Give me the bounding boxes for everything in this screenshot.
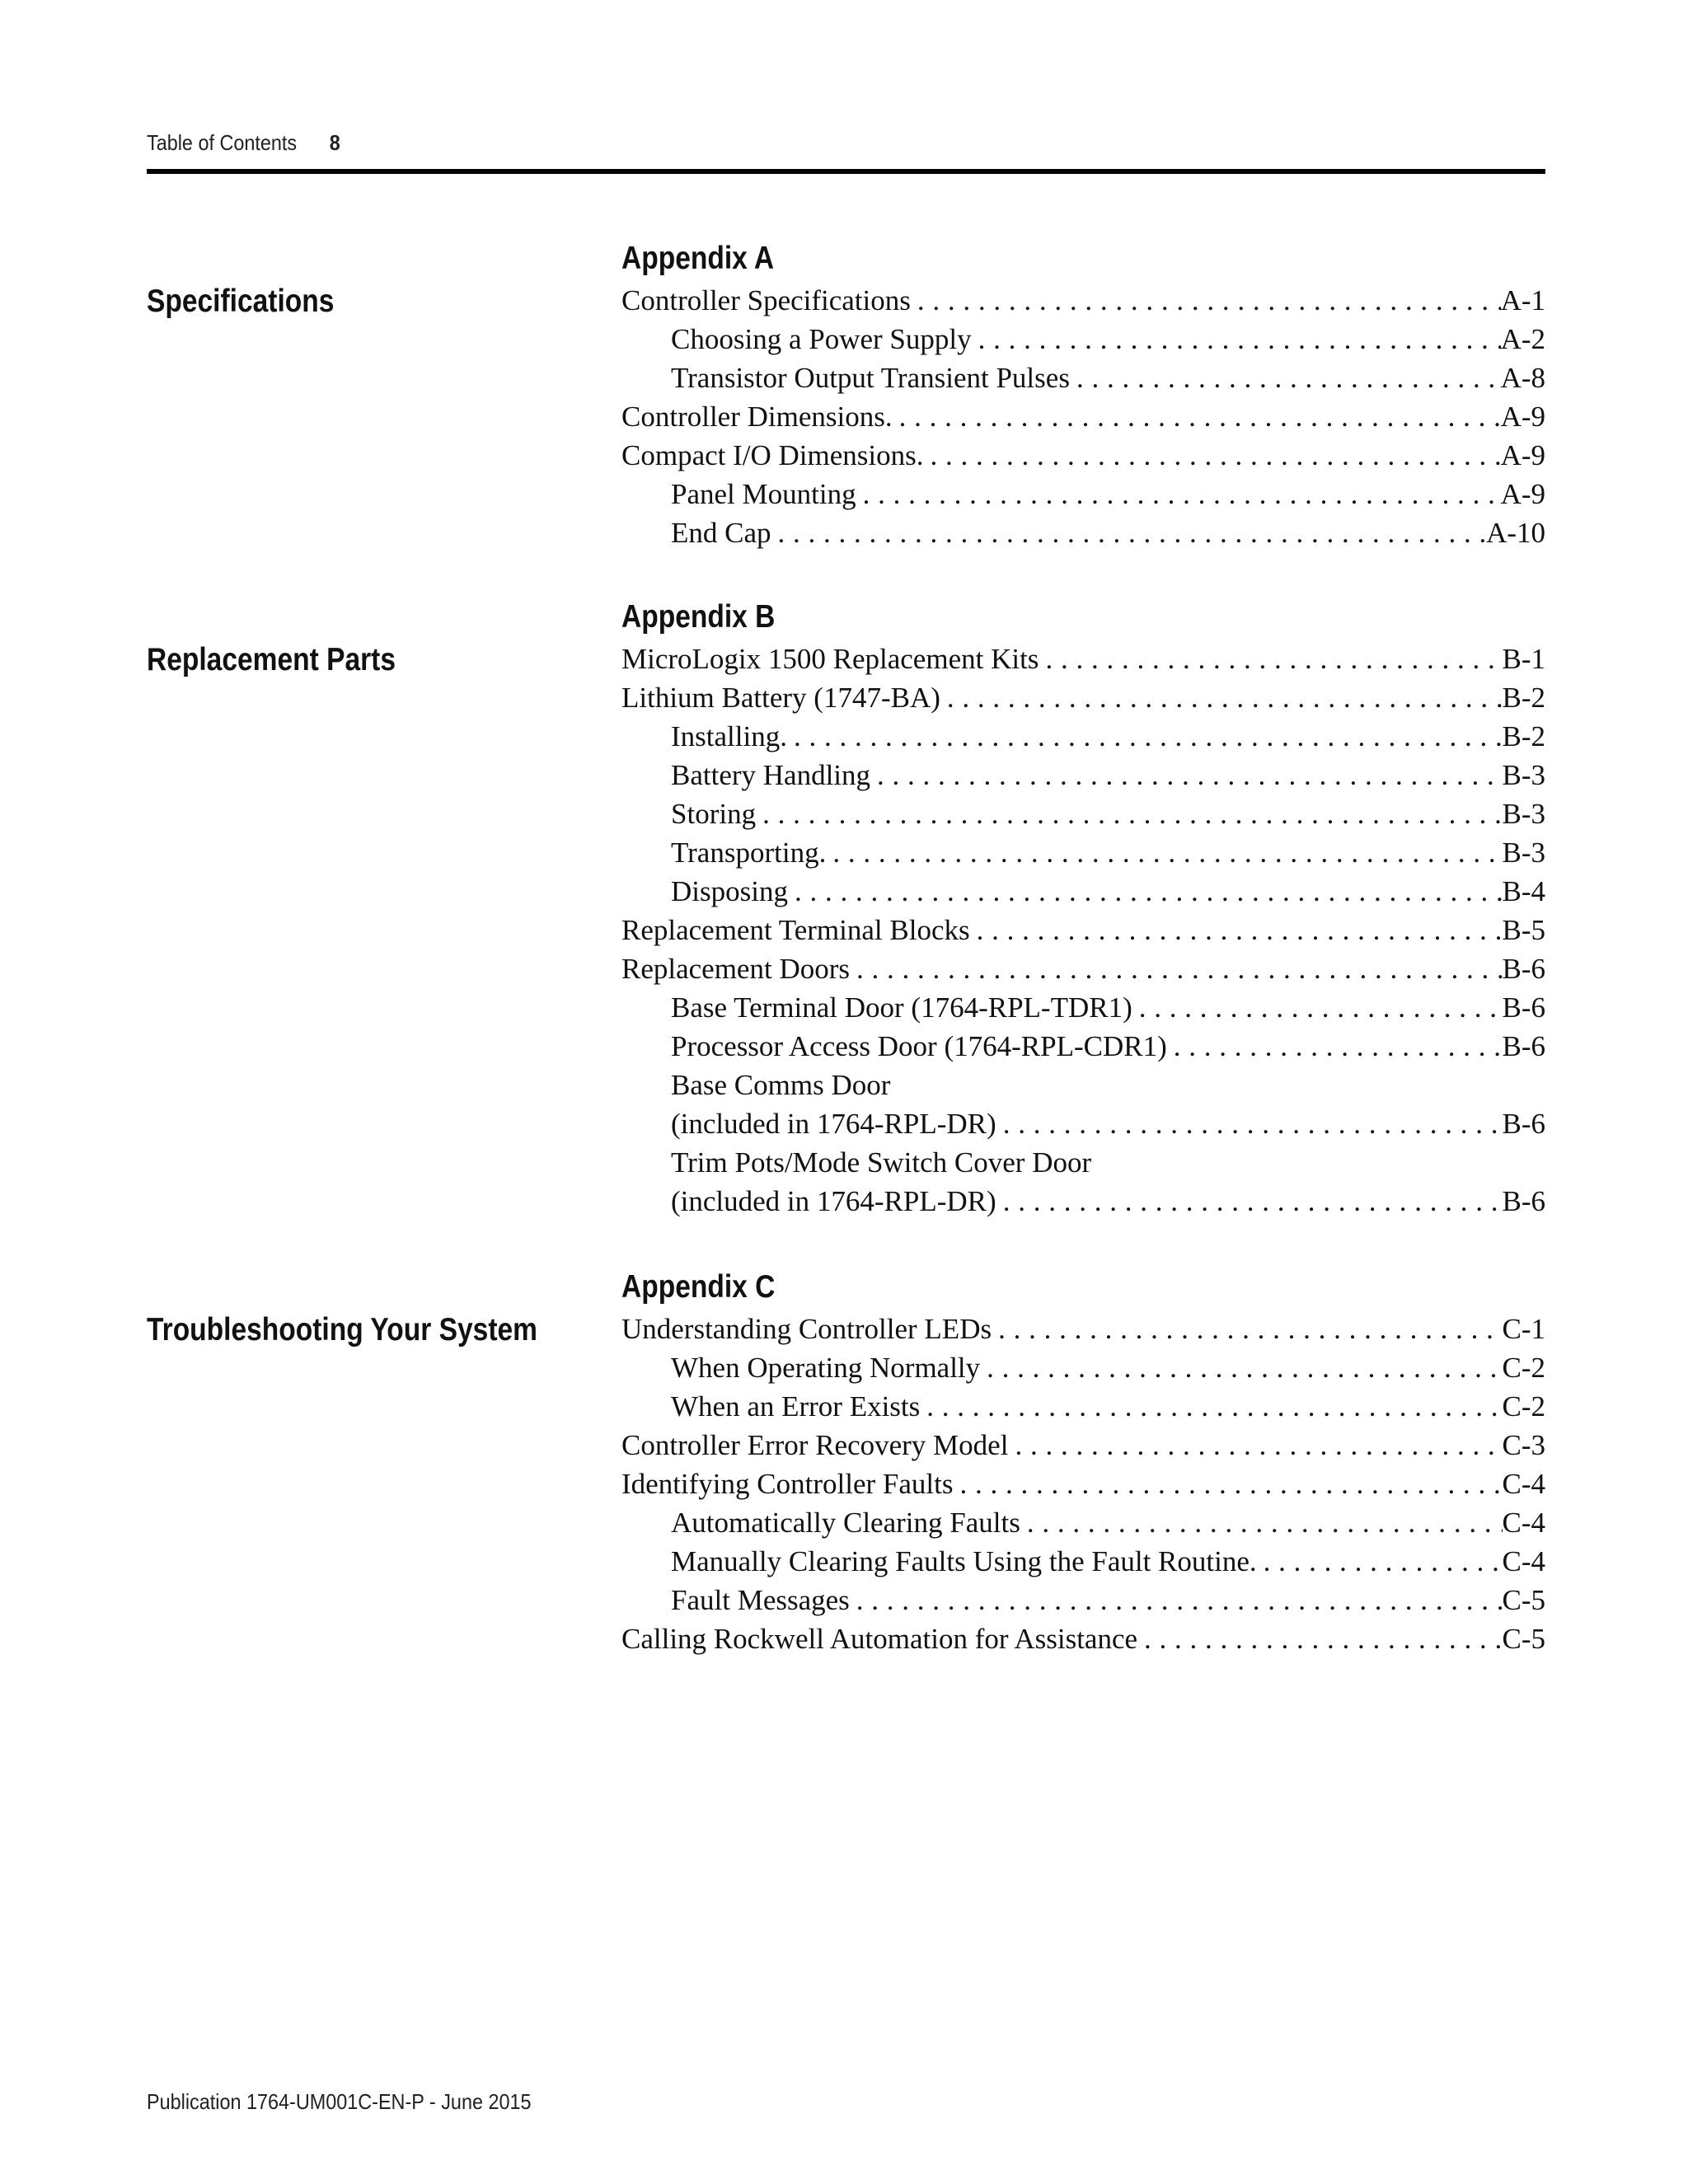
toc-entry-page: B-6 [1502,1108,1545,1140]
dot-leader [1008,1426,1502,1465]
dot-leader [893,397,1501,436]
toc-entry-page: C-5 [1502,1584,1545,1616]
toc-entry-title: MicroLogix 1500 Replacement Kits [621,643,1039,675]
toc-entry[interactable] [621,678,1545,717]
toc-entry-title: Transistor Output Transient Pulses [671,362,1070,394]
toc-entry-title: Automatically Clearing Faults [671,1507,1020,1539]
dot-leader [980,1348,1502,1387]
dot-leader [920,1387,1502,1426]
dot-leader [771,513,1487,552]
toc-entry[interactable] [621,513,1545,552]
toc-entry-title: Identifying Controller Faults [621,1468,954,1500]
toc-entry[interactable] [621,717,1545,756]
dot-leader [826,833,1502,872]
toc-entry[interactable] [621,640,1545,678]
toc-entry[interactable] [621,988,1545,1027]
toc-entry-page: C-3 [1502,1429,1545,1461]
toc-entry[interactable] [621,475,1545,513]
toc-entry-page: B-1 [1502,643,1545,675]
toc-entry[interactable] [621,911,1545,949]
dot-leader [953,1465,1502,1503]
toc-entry-page: C-5 [1502,1623,1545,1655]
toc-entry-title: End Cap [671,517,771,549]
side-label-replacement-parts: Replacement Parts [147,642,396,677]
toc-entry[interactable] [621,794,1545,833]
toc-entry-title: Lithium Battery (1747-BA) [621,682,940,714]
toc-entry[interactable] [621,1503,1545,1542]
toc-entry-title: Trim Pots/Mode Switch Cover Door [671,1146,1092,1179]
toc-entry[interactable] [621,1465,1545,1503]
toc-entry-title: (included in 1764-RPL-DR) [671,1108,996,1140]
dot-leader [856,475,1501,513]
toc-entry-page: B-6 [1502,1030,1545,1062]
toc-entry-title: Disposing [671,875,788,907]
header-section-title: Table of Contents [147,130,298,155]
toc-entry[interactable] [621,833,1545,872]
toc-entry-title: Base Comms Door [671,1069,891,1101]
toc-entry-page: B-3 [1502,759,1545,791]
toc-entry-page: A-2 [1500,323,1545,355]
toc-entry-title: Calling Rockwell Automation for Assistance [621,1623,1138,1655]
toc-entry-page: C-1 [1502,1313,1545,1345]
toc-entry-title: Controller Error Recovery Model [621,1429,1009,1461]
toc-entry[interactable] [621,436,1545,475]
toc-entry-page: C-2 [1502,1390,1545,1422]
toc-entry-title: Panel Mounting [671,478,856,510]
side-label-specifications: Specifications [147,284,335,319]
toc-entry-title: When an Error Exists [671,1390,921,1422]
toc-entry-page: B-6 [1502,991,1545,1024]
dot-leader [850,1581,1503,1619]
toc-entry-page: A-10 [1486,517,1545,549]
dot-leader [788,872,1503,911]
toc-entry-title: Battery Handling [671,759,871,791]
toc-entry-page: A-1 [1500,284,1545,316]
toc-entry-page: B-3 [1502,798,1545,830]
header-rule [147,169,1545,174]
toc-entry[interactable] [621,1581,1545,1619]
page-header [147,130,340,156]
toc-entry[interactable] [621,1348,1545,1387]
toc-entry[interactable] [621,397,1545,436]
toc-entry-title: Manually Clearing Faults Using the Fault Routine. [671,1545,1257,1577]
dot-leader [996,1104,1503,1143]
toc-entry-page: C-4 [1502,1468,1545,1500]
appendix-a-entries [621,281,1545,552]
dot-leader [996,1182,1503,1221]
toc-entry[interactable] [621,1143,1545,1182]
toc-entry-page: A-9 [1500,439,1545,471]
toc-entry-page: C-2 [1502,1352,1545,1384]
toc-entry[interactable] [621,756,1545,794]
toc-entry[interactable] [621,359,1545,397]
appendix-b-title: Appendix B [621,599,776,635]
toc-entry-page: B-5 [1502,914,1545,946]
toc-entry-page: B-3 [1502,837,1545,869]
page-footer: Publication 1764-UM001C-EN-P - June 2015 [147,2089,532,2114]
toc-entry-page: B-2 [1502,682,1545,714]
dot-leader [1132,988,1503,1027]
toc-entry-title: Controller Specifications [621,284,911,316]
toc-entry[interactable] [621,1182,1545,1221]
dot-leader [870,756,1502,794]
toc-entry-page: A-9 [1500,401,1545,433]
dot-leader [1070,359,1501,397]
toc-entry-title: Fault Messages [671,1584,850,1616]
toc-entry-page: C-4 [1502,1507,1545,1539]
toc-entry-title: Choosing a Power Supply [671,323,972,355]
toc-entry-page: A-9 [1500,478,1545,510]
toc-entry-page: A-8 [1500,362,1545,394]
dot-leader [970,911,1503,949]
toc-entry-title: Compact I/O Dimensions. [621,439,924,471]
dot-leader [972,320,1501,359]
toc-entry[interactable] [621,1619,1545,1658]
dot-leader [940,678,1503,717]
appendix-c-title: Appendix C [621,1269,776,1305]
toc-entry[interactable] [621,1066,1545,1104]
dot-leader [787,717,1503,756]
dot-leader [1039,640,1502,678]
toc-entry[interactable] [621,872,1545,911]
toc-entry-title: Transporting. [671,837,827,869]
dot-leader [1257,1542,1503,1581]
toc-entry-page: B-6 [1502,1185,1545,1217]
toc-entry[interactable] [621,1426,1545,1465]
toc-entry-title: Installing. [671,720,787,752]
toc-entry-title: Processor Access Door (1764-RPL-CDR1) [671,1030,1167,1062]
appendix-a-section [621,237,1545,552]
toc-entry-title: Replacement Doors [621,953,850,985]
toc-entry[interactable] [621,949,1545,988]
side-label-troubleshooting: Troubleshooting Your System [147,1312,537,1347]
toc-entry-title: When Operating Normally [671,1352,981,1384]
toc-entry-title: Base Terminal Door (1764-RPL-TDR1) [671,991,1132,1024]
dot-leader [756,794,1502,833]
toc-entry[interactable] [621,1542,1545,1581]
header-page-number: 8 [329,130,340,155]
dot-leader [911,281,1501,320]
toc-entry-page: C-4 [1502,1545,1545,1577]
toc-entry[interactable] [621,1104,1545,1143]
toc-entry-title: Replacement Terminal Blocks [621,914,970,946]
toc-entry[interactable] [621,1027,1545,1066]
toc-entry-title: Controller Dimensions. [621,401,893,433]
toc-entry-title: (included in 1764-RPL-DR) [671,1185,996,1217]
dot-leader [850,949,1503,988]
dot-leader [924,436,1501,475]
toc-entry[interactable] [621,320,1545,359]
toc-entry-page: B-2 [1502,720,1545,752]
appendix-a-title: Appendix A [621,241,775,276]
toc-entry-page: B-4 [1502,875,1545,907]
dot-leader [1137,1619,1502,1658]
toc-entry[interactable] [621,1387,1545,1426]
appendix-c-section [621,1265,1545,1658]
toc-entry[interactable] [621,1310,1545,1348]
dot-leader [1167,1027,1503,1066]
appendix-c-entries [621,1310,1545,1658]
toc-entry-title: Understanding Controller LEDs [621,1313,992,1345]
dot-leader [992,1310,1502,1348]
appendix-b-entries [621,640,1545,1221]
dot-leader [1020,1503,1503,1542]
toc-entry-page: B-6 [1502,953,1545,985]
toc-entry[interactable] [621,281,1545,320]
appendix-b-section [621,595,1545,1221]
toc-entry-title: Storing [671,798,757,830]
